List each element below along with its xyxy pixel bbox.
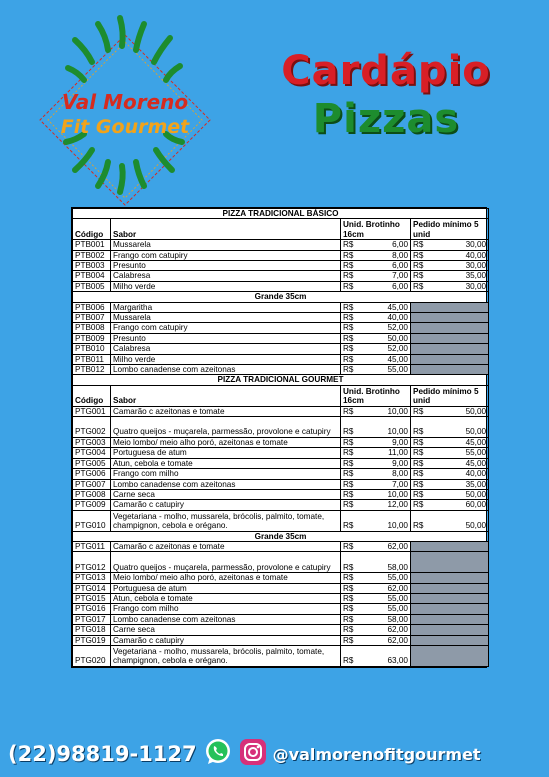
- table-row: [73, 240, 489, 250]
- empty-cell: [411, 625, 489, 635]
- currency-label: R$: [341, 573, 361, 583]
- unit-price: 45,00: [361, 354, 411, 364]
- header-flavor: Sabor: [111, 385, 341, 406]
- item-flavor: Frango com milho: [111, 604, 341, 614]
- item-flavor: Milho verde: [111, 281, 341, 291]
- item-code: PTG013: [73, 573, 111, 583]
- currency-label: R$: [411, 250, 431, 260]
- item-flavor: Frango com catupiry: [111, 250, 341, 260]
- table-row: [73, 541, 489, 551]
- item-code: PTG005: [73, 458, 111, 468]
- item-code: PTB012: [73, 365, 111, 375]
- item-flavor: Margaritha: [111, 302, 341, 312]
- item-flavor: Camarão c catupiry: [111, 635, 341, 645]
- item-flavor: Atun, cebola e tomate: [111, 458, 341, 468]
- unit-price: 10,00: [361, 417, 411, 438]
- currency-label: R$: [341, 469, 361, 479]
- section-title-row: [73, 209, 489, 219]
- item-code: PTB004: [73, 271, 111, 281]
- unit-price: 62,00: [361, 625, 411, 635]
- menu-table-body: [73, 209, 489, 667]
- section-title-row: [73, 375, 489, 385]
- item-code: PTG016: [73, 604, 111, 614]
- item-flavor: Calabresa: [111, 271, 341, 281]
- item-code: PTB005: [73, 281, 111, 291]
- min-order-price: 35,00: [431, 479, 489, 489]
- empty-cell: [411, 302, 489, 312]
- currency-label: R$: [341, 583, 361, 593]
- currency-label: R$: [341, 406, 361, 416]
- item-flavor: Presunto: [111, 333, 341, 343]
- currency-label: R$: [341, 344, 361, 354]
- currency-label: R$: [341, 250, 361, 260]
- table-row: [73, 354, 489, 364]
- min-order-price: 50,00: [431, 406, 489, 416]
- item-flavor: Vegetariana - molho, mussarela, brócolis, palmito, tomate, champignon, cebola e orégano.: [111, 645, 341, 666]
- instagram-handle[interactable]: @valmorenofitgourmet: [272, 744, 481, 764]
- unit-price: 9,00: [361, 458, 411, 468]
- table-row: [73, 552, 489, 573]
- table-row: [73, 448, 489, 458]
- table-row: [73, 479, 489, 489]
- min-order-price: 35,00: [431, 271, 489, 281]
- table-row: [73, 344, 489, 354]
- item-flavor: Camarão c azeitonas e tomate: [111, 406, 341, 416]
- empty-cell: [411, 552, 489, 573]
- min-order-price: 45,00: [431, 458, 489, 468]
- logo-graphic: [20, 10, 230, 220]
- unit-price: 45,00: [361, 302, 411, 312]
- item-code: PTG009: [73, 500, 111, 510]
- unit-price: 63,00: [361, 645, 411, 666]
- item-code: PTG014: [73, 583, 111, 593]
- unit-price: 62,00: [361, 635, 411, 645]
- item-code: PTG018: [73, 625, 111, 635]
- item-code: PTG001: [73, 406, 111, 416]
- section-title: PIZZA TRADICIONAL BÁSICO: [73, 209, 489, 219]
- unit-price: 62,00: [361, 583, 411, 593]
- currency-label: R$: [411, 406, 431, 416]
- min-order-price: 40,00: [431, 250, 489, 260]
- unit-price: 7,00: [361, 271, 411, 281]
- currency-label: R$: [341, 302, 361, 312]
- table-row: [73, 469, 489, 479]
- currency-label: R$: [341, 323, 361, 333]
- unit-price: 55,00: [361, 593, 411, 603]
- currency-label: R$: [341, 261, 361, 271]
- table-row: [73, 417, 489, 438]
- table-row: [73, 302, 489, 312]
- item-flavor: Frango com milho: [111, 469, 341, 479]
- header-min-order: Pedido mínimo 5 unid: [411, 219, 489, 240]
- header-code: Código: [73, 219, 111, 240]
- unit-price: 12,00: [361, 500, 411, 510]
- item-code: PTG011: [73, 541, 111, 551]
- table-row: [73, 593, 489, 603]
- currency-label: R$: [411, 281, 431, 291]
- item-code: PTG002: [73, 417, 111, 438]
- empty-cell: [411, 583, 489, 593]
- table-row: [73, 365, 489, 375]
- table-row: [73, 281, 489, 291]
- table-row: [73, 583, 489, 593]
- table-row: [73, 645, 489, 666]
- currency-label: R$: [341, 635, 361, 645]
- currency-label: R$: [341, 645, 361, 666]
- table-row: [73, 510, 489, 531]
- currency-label: R$: [341, 614, 361, 624]
- unit-price: 55,00: [361, 365, 411, 375]
- logo-subtitle: Fit Gourmet: [60, 116, 190, 138]
- table-row: [73, 458, 489, 468]
- item-code: PTB008: [73, 323, 111, 333]
- min-order-price: 30,00: [431, 240, 489, 250]
- currency-label: R$: [411, 489, 431, 499]
- column-header-row: [73, 219, 489, 240]
- item-flavor: Meio lombo/ meio alho poró, azeitonas e tomate: [111, 573, 341, 583]
- table-row: [73, 500, 489, 510]
- currency-label: R$: [411, 261, 431, 271]
- phone-number[interactable]: (22)98819-1127: [8, 742, 197, 766]
- item-code: PTB006: [73, 302, 111, 312]
- currency-label: R$: [341, 479, 361, 489]
- table-row: [73, 437, 489, 447]
- min-order-price: 60,00: [431, 500, 489, 510]
- empty-cell: [411, 593, 489, 603]
- unit-price: 10,00: [361, 489, 411, 499]
- min-order-price: 50,00: [431, 510, 489, 531]
- item-flavor: Lombo canadense com azeitonas: [111, 479, 341, 489]
- table-row: [73, 625, 489, 635]
- currency-label: R$: [341, 489, 361, 499]
- table-row: [73, 250, 489, 260]
- currency-label: R$: [341, 271, 361, 281]
- min-order-price: 50,00: [431, 417, 489, 438]
- currency-label: R$: [411, 417, 431, 438]
- empty-cell: [411, 573, 489, 583]
- empty-cell: [411, 635, 489, 645]
- min-order-price: 40,00: [431, 469, 489, 479]
- section-title: PIZZA TRADICIONAL GOURMET: [73, 375, 489, 385]
- unit-price: 6,00: [361, 261, 411, 271]
- currency-label: R$: [411, 469, 431, 479]
- currency-label: R$: [341, 354, 361, 364]
- unit-price: 10,00: [361, 510, 411, 531]
- unit-price: 55,00: [361, 604, 411, 614]
- min-order-price: 50,00: [431, 489, 489, 499]
- currency-label: R$: [411, 500, 431, 510]
- item-code: PTG003: [73, 437, 111, 447]
- currency-label: R$: [341, 417, 361, 438]
- empty-cell: [411, 313, 489, 323]
- item-code: PTG017: [73, 614, 111, 624]
- header-small-price: Unid. Brotinho 16cm: [341, 219, 411, 240]
- item-flavor: Camarão c catupiry: [111, 500, 341, 510]
- item-flavor: Portuguesa de atum: [111, 583, 341, 593]
- item-code: PTG020: [73, 645, 111, 666]
- item-flavor: Mussarela: [111, 313, 341, 323]
- header-min-order: Pedido mínimo 5 unid: [411, 385, 489, 406]
- min-order-price: 30,00: [431, 261, 489, 271]
- item-flavor: Camarão c azeitonas e tomate: [111, 541, 341, 551]
- table-row: [73, 614, 489, 624]
- currency-label: R$: [341, 437, 361, 447]
- currency-label: R$: [341, 604, 361, 614]
- item-flavor: Calabresa: [111, 344, 341, 354]
- item-flavor: Milho verde: [111, 354, 341, 364]
- currency-label: R$: [341, 541, 361, 551]
- currency-label: R$: [341, 313, 361, 323]
- table-row: [73, 313, 489, 323]
- min-order-price: 30,00: [431, 281, 489, 291]
- unit-price: 40,00: [361, 313, 411, 323]
- item-code: PTG008: [73, 489, 111, 499]
- currency-label: R$: [341, 552, 361, 573]
- table-row: [73, 635, 489, 645]
- currency-label: R$: [341, 240, 361, 250]
- empty-cell: [411, 365, 489, 375]
- size-title: Grande 35cm: [73, 531, 489, 541]
- item-flavor: Meio lombo/ meio alho poró, azeitonas e tomate: [111, 437, 341, 447]
- unit-price: 58,00: [361, 614, 411, 624]
- item-flavor: Presunto: [111, 261, 341, 271]
- table-row: [73, 604, 489, 614]
- item-flavor: Frango com catupiry: [111, 323, 341, 333]
- currency-label: R$: [411, 437, 431, 447]
- item-flavor: Mussarela: [111, 240, 341, 250]
- item-code: PTG010: [73, 510, 111, 531]
- empty-cell: [411, 541, 489, 551]
- column-header-row: [73, 385, 489, 406]
- item-flavor: Quatro queijos - muçarela, parmessão, provolone e catupiry: [111, 552, 341, 573]
- item-flavor: Carne seca: [111, 625, 341, 635]
- min-order-price: 55,00: [431, 448, 489, 458]
- empty-cell: [411, 614, 489, 624]
- table-row: [73, 573, 489, 583]
- currency-label: R$: [411, 458, 431, 468]
- unit-price: 52,00: [361, 344, 411, 354]
- unit-price: 8,00: [361, 250, 411, 260]
- item-code: PTG004: [73, 448, 111, 458]
- min-order-price: 45,00: [431, 437, 489, 447]
- currency-label: R$: [341, 281, 361, 291]
- currency-label: R$: [411, 479, 431, 489]
- currency-label: R$: [411, 271, 431, 281]
- unit-price: 9,00: [361, 437, 411, 447]
- item-code: PTB009: [73, 333, 111, 343]
- unit-price: 52,00: [361, 323, 411, 333]
- header-flavor: Sabor: [111, 219, 341, 240]
- item-flavor: Portuguesa de atum: [111, 448, 341, 458]
- page-title: Cardápio: [281, 48, 491, 94]
- header-code: Código: [73, 385, 111, 406]
- currency-label: R$: [341, 510, 361, 531]
- currency-label: R$: [411, 240, 431, 250]
- brand-logo: [20, 10, 230, 220]
- empty-cell: [411, 344, 489, 354]
- unit-price: 8,00: [361, 469, 411, 479]
- currency-label: R$: [341, 333, 361, 343]
- item-flavor: Lombo canadense com azeitonas: [111, 614, 341, 624]
- item-code: PTB002: [73, 250, 111, 260]
- unit-price: 7,00: [361, 479, 411, 489]
- empty-cell: [411, 333, 489, 343]
- item-flavor: Atun, cebola e tomate: [111, 593, 341, 603]
- size-title: Grande 35cm: [73, 292, 489, 302]
- unit-price: 58,00: [361, 552, 411, 573]
- whatsapp-icon[interactable]: [203, 737, 233, 772]
- item-code: PTB007: [73, 313, 111, 323]
- unit-price: 11,00: [361, 448, 411, 458]
- item-flavor: Carne seca: [111, 489, 341, 499]
- empty-cell: [411, 604, 489, 614]
- item-code: PTB011: [73, 354, 111, 364]
- currency-label: R$: [341, 448, 361, 458]
- menu-table: [71, 207, 487, 668]
- currency-label: R$: [341, 593, 361, 603]
- logo-name: Val Moreno: [61, 90, 189, 114]
- item-code: PTG015: [73, 593, 111, 603]
- empty-cell: [411, 323, 489, 333]
- table-row: [73, 271, 489, 281]
- table-row: [73, 489, 489, 499]
- item-code: PTB003: [73, 261, 111, 271]
- contact-footer: [8, 738, 543, 770]
- unit-price: 62,00: [361, 541, 411, 551]
- currency-label: R$: [411, 448, 431, 458]
- unit-price: 6,00: [361, 240, 411, 250]
- item-code: PTB010: [73, 344, 111, 354]
- unit-price: 10,00: [361, 406, 411, 416]
- item-code: PTG006: [73, 469, 111, 479]
- size-title-row: [73, 292, 489, 302]
- item-flavor: Vegetariana - molho, mussarela, brócolis, palmito, tomate, champignon, cebola e orégano.: [111, 510, 341, 531]
- item-flavor: Quatro queijos - muçarela, parmessão, provolone e catupiry: [111, 417, 341, 438]
- table-row: [73, 333, 489, 343]
- header-small-price: Unid. Brotinho 16cm: [341, 385, 411, 406]
- page-subtitle: Pizzas: [312, 96, 460, 142]
- item-code: PTG007: [73, 479, 111, 489]
- table-row: [73, 261, 489, 271]
- item-flavor: Lombo canadense com azeitonas: [111, 365, 341, 375]
- empty-cell: [411, 645, 489, 666]
- unit-price: 55,00: [361, 573, 411, 583]
- currency-label: R$: [341, 625, 361, 635]
- item-code: PTG012: [73, 552, 111, 573]
- currency-label: R$: [341, 365, 361, 375]
- unit-price: 6,00: [361, 281, 411, 291]
- item-code: PTG019: [73, 635, 111, 645]
- size-title-row: [73, 531, 489, 541]
- currency-label: R$: [411, 510, 431, 531]
- item-code: PTB001: [73, 240, 111, 250]
- currency-label: R$: [341, 500, 361, 510]
- instagram-icon[interactable]: [239, 738, 267, 771]
- table-row: [73, 406, 489, 416]
- currency-label: R$: [341, 458, 361, 468]
- unit-price: 50,00: [361, 333, 411, 343]
- table-row: [73, 323, 489, 333]
- empty-cell: [411, 354, 489, 364]
